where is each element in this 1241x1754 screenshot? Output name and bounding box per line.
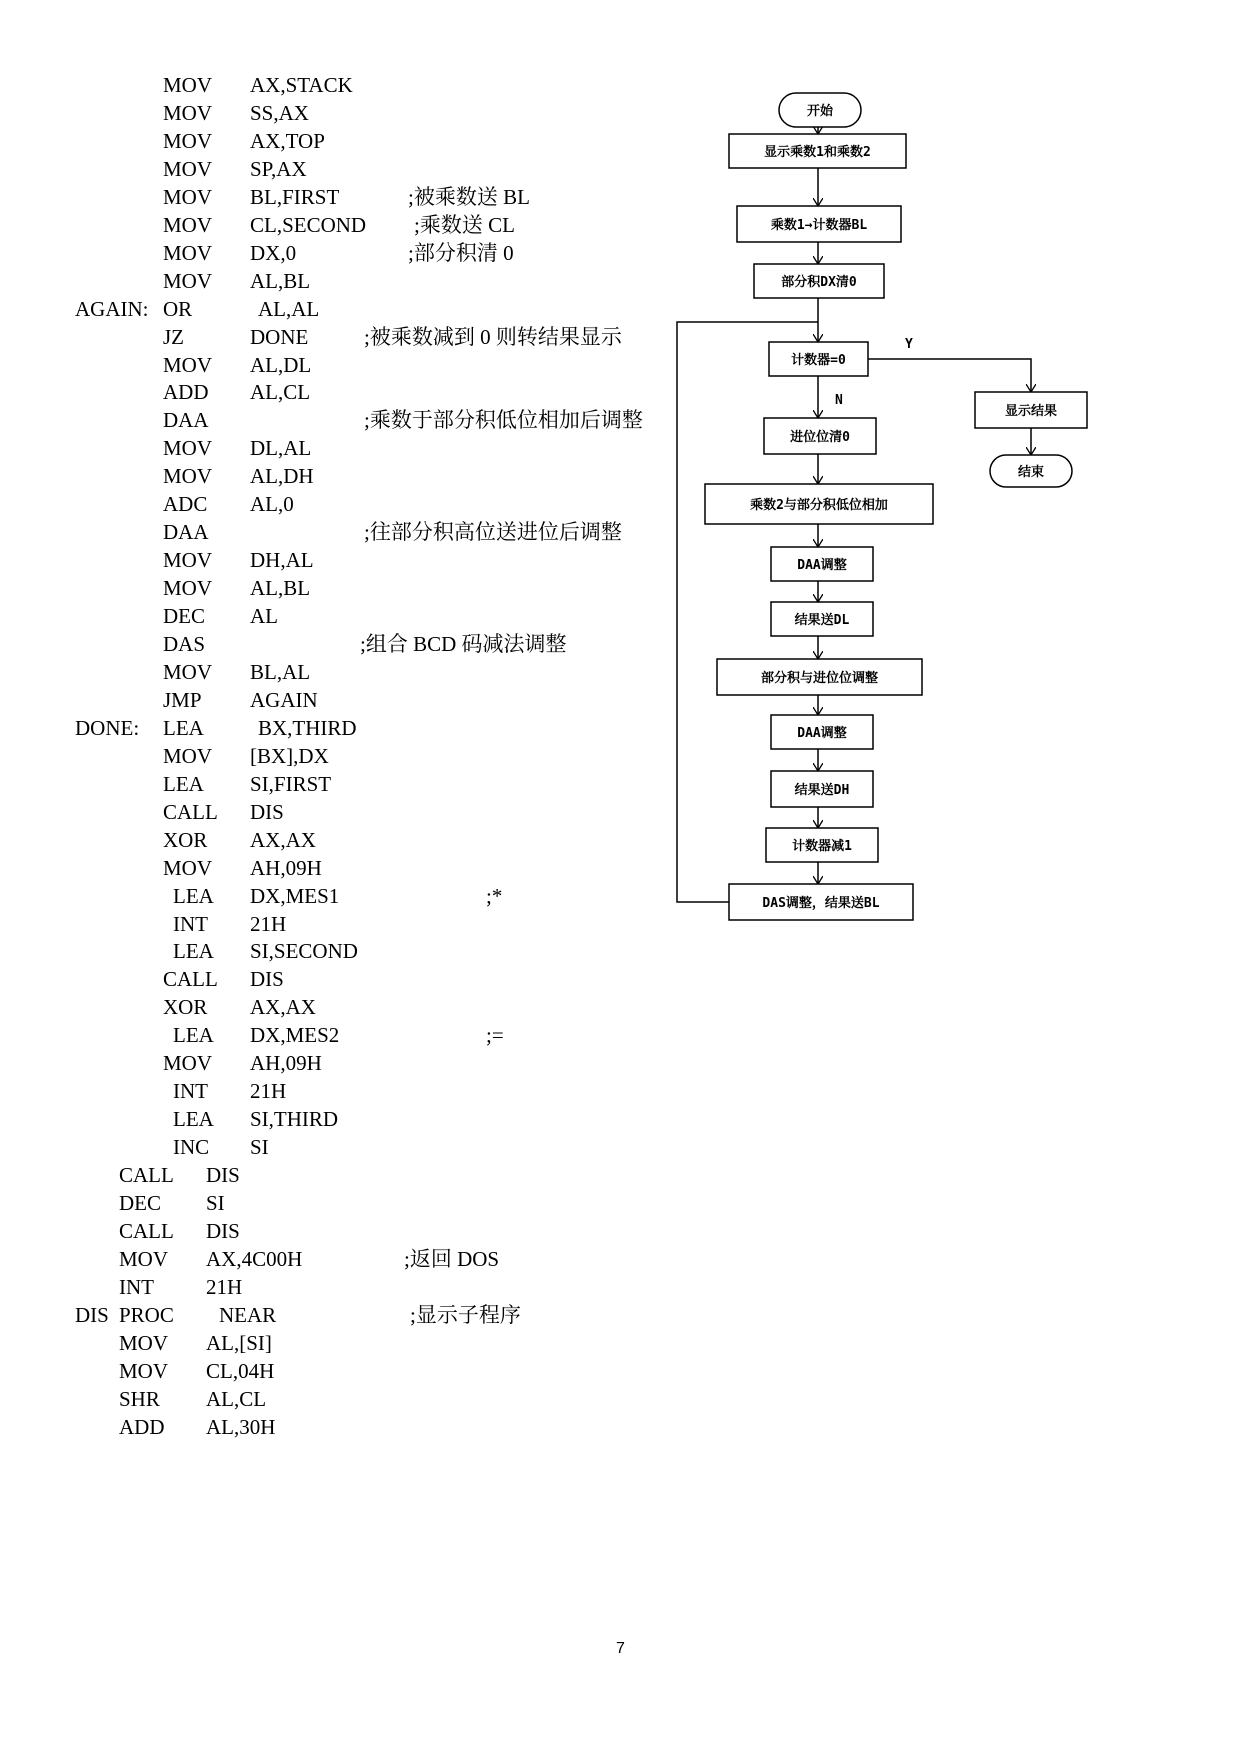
code-mnemonic: JMP <box>163 687 202 712</box>
code-operands: AL,30H <box>206 1414 276 1439</box>
code-operands: NEAR <box>219 1302 277 1327</box>
code-operands: AL,CL <box>206 1386 267 1411</box>
code-mnemonic: MOV <box>119 1358 169 1383</box>
code-operands: CL,SECOND <box>250 212 367 237</box>
code-label: DONE: <box>75 715 140 740</box>
code-mnemonic: MOV <box>163 352 213 377</box>
code-operands: 21H <box>250 1079 287 1104</box>
code-operands: DIS <box>206 1163 240 1188</box>
code-operands: DH,AL <box>250 548 314 573</box>
flow-step-10-label: DAA调整 <box>797 726 847 741</box>
code-label: DIS <box>75 1302 109 1327</box>
flow-arrow <box>868 359 1031 392</box>
show-result-step-label: 显示结果 <box>1004 404 1058 419</box>
code-operands: BL,AL <box>250 659 311 684</box>
code-operands: SI,SECOND <box>250 939 358 964</box>
code-mnemonic: MOV <box>163 268 213 293</box>
code-operands: DX,MES1 <box>250 883 340 908</box>
code-mnemonic: LEA <box>173 1023 214 1048</box>
code-mnemonic: INT <box>173 1079 208 1104</box>
code-mnemonic: DAS <box>163 632 206 656</box>
code-comment: ;显示子程序 <box>410 1302 521 1327</box>
code-operands: [BX],DX <box>250 743 329 768</box>
code-operands: AX,TOP <box>250 128 325 153</box>
code-mnemonic: ADD <box>119 1414 165 1439</box>
code-mnemonic: INT <box>119 1274 154 1299</box>
code-mnemonic: XOR <box>163 827 208 852</box>
code-mnemonic: XOR <box>163 995 208 1020</box>
code-operands: AH,09H <box>250 855 322 880</box>
code-operands: DX,0 <box>250 240 297 265</box>
code-operands: BL,FIRST <box>250 184 340 209</box>
code-mnemonic: SHR <box>119 1386 160 1411</box>
code-mnemonic: OR <box>163 296 193 321</box>
code-mnemonic: MOV <box>163 100 213 125</box>
code-mnemonic: DAA <box>163 408 209 433</box>
flow-step-8-label: 结果送DL <box>794 613 850 628</box>
flow-step-3-label: 部分积DX清0 <box>781 275 857 290</box>
code-mnemonic: MOV <box>163 212 213 237</box>
code-operands: 21H <box>250 911 287 936</box>
flow-step-1-label: 显示乘数1和乘数2 <box>764 145 871 160</box>
code-operands: AL,DH <box>250 464 314 489</box>
code-mnemonic: DEC <box>119 1191 161 1215</box>
code-operands: DX,MES2 <box>250 1023 340 1048</box>
yes-branch-label: Y <box>905 337 913 352</box>
code-comment: ;* <box>486 883 503 908</box>
code-mnemonic: ADD <box>163 380 209 405</box>
code-comment: ;部分积清 0 <box>408 240 514 265</box>
code-operands: AX,AX <box>250 827 316 852</box>
code-comment: ;组合 BCD 码减法调整 <box>360 632 567 656</box>
code-mnemonic: LEA <box>163 715 204 740</box>
code-operands: SP,AX <box>250 156 307 181</box>
code-operands: BX,THIRD <box>258 715 357 740</box>
code-comment: ;被乘数减到 0 则转结果显示 <box>364 324 622 349</box>
code-mnemonic: MOV <box>119 1330 169 1355</box>
code-mnemonic: LEA <box>173 883 214 908</box>
flow-step-11-label: 结果送DH <box>794 783 850 798</box>
code-operands: AL,CL <box>250 380 311 405</box>
flow-step-9-label: 部分积与进位位调整 <box>760 671 879 686</box>
code-mnemonic: JZ <box>163 324 184 349</box>
code-operands: AL <box>250 604 278 629</box>
code-mnemonic: CALL <box>119 1218 174 1243</box>
code-mnemonic: LEA <box>173 1107 214 1132</box>
code-operands: AGAIN <box>250 687 318 712</box>
code-comment: ;被乘数送 BL <box>408 184 530 209</box>
code-operands: AX,4C00H <box>206 1246 303 1271</box>
flow-step-7-label: DAA调整 <box>797 558 847 573</box>
code-operands: AL,AL <box>258 296 320 321</box>
code-operands: 21H <box>206 1274 243 1299</box>
flow-step-4-label: 计数器=0 <box>791 353 846 368</box>
code-operands: AX,STACK <box>250 73 353 97</box>
code-mnemonic: DEC <box>163 604 205 629</box>
code-comment: ;往部分积高位送进位后调整 <box>364 520 622 545</box>
code-mnemonic: CALL <box>163 967 218 992</box>
flow-step-12-label: 计数器减1 <box>792 839 852 854</box>
code-mnemonic: ADC <box>163 492 208 517</box>
code-operands: DIS <box>206 1218 240 1243</box>
code-mnemonic: MOV <box>163 184 213 209</box>
code-mnemonic: MOV <box>119 1246 169 1271</box>
code-label: AGAIN: <box>75 296 149 321</box>
code-mnemonic: MOV <box>163 548 213 573</box>
flow-step-13-label: DAS调整，结果送BL <box>762 896 880 911</box>
code-mnemonic: MOV <box>163 576 213 601</box>
flow-step-2-label: 乘数1→计数器BL <box>770 218 868 233</box>
code-operands: AH,09H <box>250 1051 322 1076</box>
end-terminal-label: 结束 <box>1017 465 1045 480</box>
code-mnemonic: MOV <box>163 240 213 265</box>
code-operands: SS,AX <box>250 100 309 125</box>
code-operands: AL,DL <box>250 352 312 377</box>
start-terminal-label: 开始 <box>806 104 834 119</box>
code-mnemonic: MOV <box>163 659 213 684</box>
code-mnemonic: MOV <box>163 743 213 768</box>
code-mnemonic: PROC <box>119 1302 174 1327</box>
code-comment: ;返回 DOS <box>404 1246 500 1271</box>
code-operands: SI,FIRST <box>250 771 332 796</box>
code-operands: CL,04H <box>206 1358 275 1383</box>
code-mnemonic: MOV <box>163 436 213 461</box>
code-mnemonic: MOV <box>163 128 213 153</box>
code-mnemonic: MOV <box>163 1051 213 1076</box>
code-mnemonic: MOV <box>163 464 213 489</box>
code-operands: AL,0 <box>250 492 294 517</box>
code-mnemonic: MOV <box>163 73 213 97</box>
code-operands: AX,AX <box>250 995 316 1020</box>
code-operands: DIS <box>250 967 284 992</box>
code-operands: DL,AL <box>250 436 312 461</box>
code-mnemonic: MOV <box>163 855 213 880</box>
code-comment: ;乘数送 CL <box>414 212 515 237</box>
code-mnemonic: LEA <box>163 771 204 796</box>
code-mnemonic: CALL <box>163 799 218 824</box>
code-mnemonic: INT <box>173 911 208 936</box>
code-operands: AL,BL <box>250 268 311 293</box>
code-operands: SI <box>206 1191 225 1215</box>
code-mnemonic: INC <box>173 1135 210 1160</box>
code-operands: DIS <box>250 799 284 824</box>
code-operands: SI,THIRD <box>250 1107 339 1132</box>
flow-step-5-label: 进位位清0 <box>790 430 850 445</box>
code-comment: ;= <box>486 1023 504 1048</box>
no-branch-label: N <box>835 393 843 408</box>
code-mnemonic: DAA <box>163 520 209 545</box>
flow-step-6-label: 乘数2与部分积低位相加 <box>750 498 888 513</box>
code-operands: AL,[SI] <box>206 1330 272 1355</box>
code-operands: DONE <box>250 324 309 349</box>
code-comment: ;乘数于部分积低位相加后调整 <box>364 408 643 433</box>
code-mnemonic: MOV <box>163 156 213 181</box>
code-operands: AL,BL <box>250 576 311 601</box>
code-mnemonic: CALL <box>119 1163 174 1188</box>
page-number: 7 <box>616 1640 625 1657</box>
code-operands: SI <box>250 1135 269 1160</box>
code-mnemonic: LEA <box>173 939 214 964</box>
